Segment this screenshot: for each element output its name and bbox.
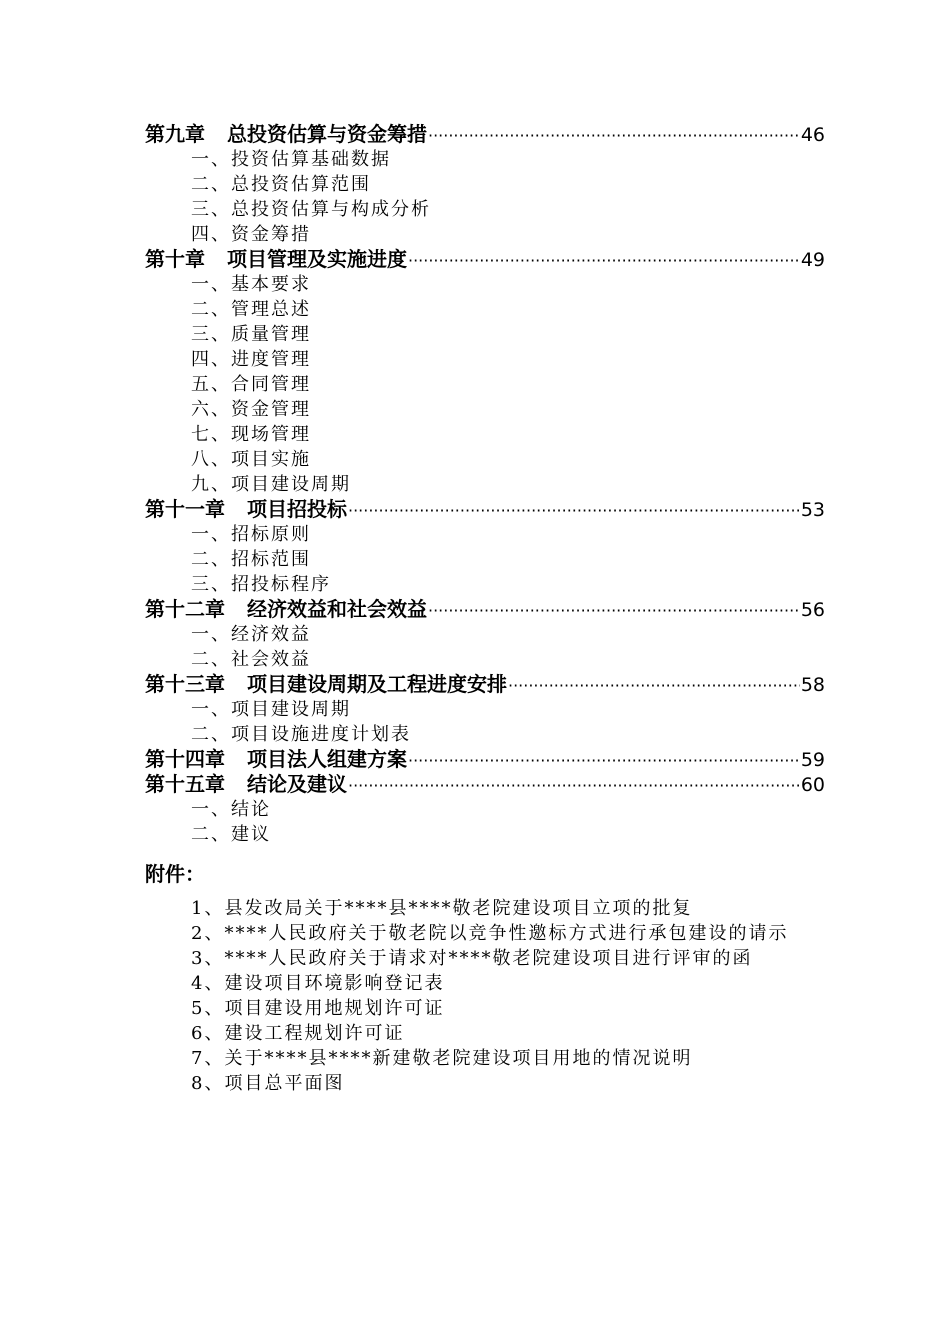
toc-chapter-11[interactable] bbox=[145, 497, 825, 522]
chapter-page-number: 60 bbox=[800, 774, 825, 796]
dot-leader bbox=[348, 773, 800, 798]
toc-item[interactable]: 三、质量管理 bbox=[191, 324, 311, 345]
dot-leader bbox=[428, 598, 800, 623]
toc-chapter-12[interactable] bbox=[145, 597, 825, 622]
toc-item[interactable]: 一、结论 bbox=[191, 799, 271, 820]
annex-item: 3、****人民政府关于请求对****敬老院建设项目进行评审的函 bbox=[191, 948, 753, 969]
toc-item[interactable]: 二、管理总述 bbox=[191, 299, 311, 320]
chapter-number: 第十一章 bbox=[145, 497, 225, 521]
toc-item[interactable]: 九、项目建设周期 bbox=[191, 474, 351, 495]
toc-item[interactable]: 二、招标范围 bbox=[191, 549, 311, 570]
chapter-number: 第十二章 bbox=[145, 597, 225, 621]
chapter-number: 第十四章 bbox=[145, 747, 225, 771]
toc-item[interactable]: 一、项目建设周期 bbox=[191, 699, 351, 720]
chapter-number: 第十章 bbox=[145, 247, 205, 271]
toc-item[interactable]: 二、建议 bbox=[191, 824, 271, 845]
toc-item[interactable]: 二、社会效益 bbox=[191, 649, 311, 670]
chapter-title: 项目建设周期及工程进度安排 bbox=[247, 672, 507, 696]
chapter-page-number: 46 bbox=[800, 124, 825, 146]
toc-chapter-10[interactable] bbox=[145, 247, 825, 272]
toc-item[interactable]: 三、招投标程序 bbox=[191, 574, 331, 595]
annex-item: 2、****人民政府关于敬老院以竞争性邀标方式进行承包建设的请示 bbox=[191, 923, 789, 944]
dot-leader bbox=[508, 673, 800, 698]
chapter-number: 第十三章 bbox=[145, 672, 225, 696]
toc-item[interactable]: 二、总投资估算范围 bbox=[191, 174, 371, 195]
toc-item[interactable]: 四、资金筹措 bbox=[191, 224, 311, 245]
chapter-title: 项目招投标 bbox=[247, 497, 347, 521]
dot-leader bbox=[428, 123, 800, 148]
chapter-page-number: 56 bbox=[800, 599, 825, 621]
annex-item: 6、建设工程规划许可证 bbox=[191, 1023, 405, 1044]
chapter-number: 第十五章 bbox=[145, 772, 225, 796]
chapter-title: 经济效益和社会效益 bbox=[247, 597, 427, 621]
dot-leader bbox=[408, 248, 800, 273]
annex-item: 4、建设项目环境影响登记表 bbox=[191, 973, 445, 994]
dot-leader bbox=[408, 748, 800, 773]
chapter-page-number: 58 bbox=[800, 674, 825, 696]
toc-chapter-15[interactable] bbox=[145, 772, 825, 797]
chapter-title: 项目法人组建方案 bbox=[247, 747, 407, 771]
chapter-number: 第九章 bbox=[145, 122, 205, 146]
toc-item[interactable]: 三、总投资估算与构成分析 bbox=[191, 199, 431, 220]
annex-heading: 附件： bbox=[145, 862, 205, 886]
annex-list bbox=[145, 896, 810, 1096]
annex-item: 8、项目总平面图 bbox=[191, 1073, 345, 1094]
toc-item[interactable]: 一、基本要求 bbox=[191, 274, 311, 295]
annex-item: 7、关于****县****新建敬老院建设项目用地的情况说明 bbox=[191, 1048, 693, 1069]
chapter-page-number: 49 bbox=[800, 249, 825, 271]
toc-item[interactable]: 四、进度管理 bbox=[191, 349, 311, 370]
chapter-title: 项目管理及实施进度 bbox=[227, 247, 407, 271]
toc-item[interactable]: 一、经济效益 bbox=[191, 624, 311, 645]
chapter-title: 总投资估算与资金筹措 bbox=[227, 122, 427, 146]
dot-leader bbox=[348, 498, 800, 523]
toc-item[interactable]: 七、现场管理 bbox=[191, 424, 311, 445]
toc-item[interactable]: 五、合同管理 bbox=[191, 374, 311, 395]
toc-item[interactable]: 一、招标原则 bbox=[191, 524, 311, 545]
toc-chapter-9[interactable] bbox=[145, 122, 825, 147]
toc-chapter-13[interactable] bbox=[145, 672, 825, 697]
chapter-page-number: 59 bbox=[800, 749, 825, 771]
toc-chapter-14[interactable] bbox=[145, 747, 825, 772]
toc-item[interactable]: 八、项目实施 bbox=[191, 449, 311, 470]
toc-item[interactable]: 二、项目设施进度计划表 bbox=[191, 724, 411, 745]
table-of-contents bbox=[145, 122, 825, 847]
annex-item: 1、县发改局关于****县****敬老院建设项目立项的批复 bbox=[191, 898, 693, 919]
annex-item: 5、项目建设用地规划许可证 bbox=[191, 998, 445, 1019]
toc-item[interactable]: 六、资金管理 bbox=[191, 399, 311, 420]
chapter-title: 结论及建议 bbox=[247, 772, 347, 796]
toc-item[interactable]: 一、投资估算基础数据 bbox=[191, 149, 391, 170]
chapter-page-number: 53 bbox=[800, 499, 825, 521]
